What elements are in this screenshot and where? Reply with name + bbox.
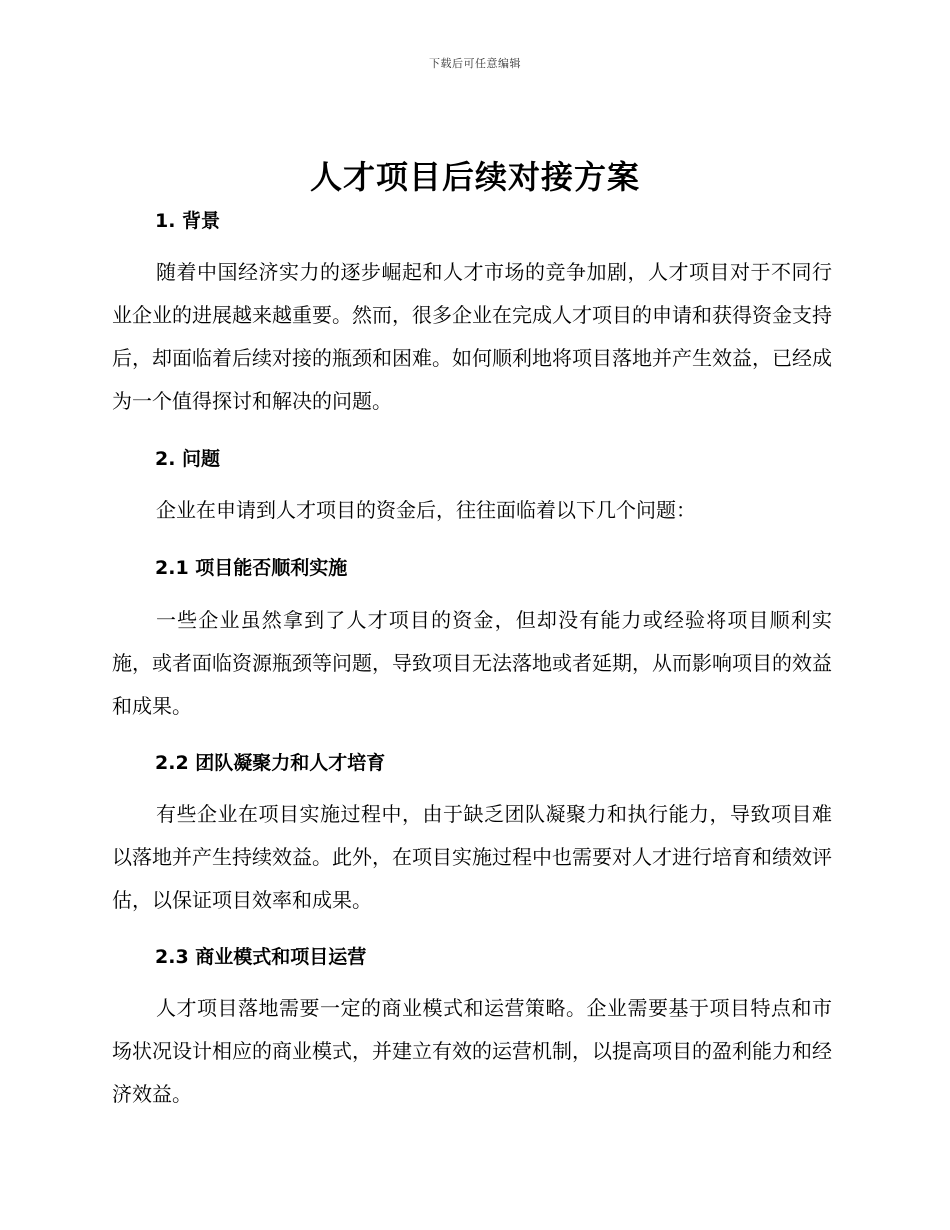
document-title: 人才项目后续对接方案: [309, 158, 640, 196]
section-heading-business: 2.3 商业模式和项目运营: [155, 946, 367, 968]
section-paragraph-implementation: 一些企业虽然拿到了人才项目的资金，但却没有能力或经验将项目顺利实施，或者面临资源瓶颈等问题，导致项目无法落地或者延期，从而影响项目的效益和成果。: [112, 608, 832, 718]
section-heading-problems: 2. 问题: [155, 448, 221, 470]
section-heading-background: 1. 背景: [155, 210, 221, 232]
header-note: 下载后可任意编辑: [429, 57, 521, 70]
section-heading-implementation: 2.1 项目能否顺利实施: [155, 557, 348, 579]
section-paragraph-problems: 企业在申请到人才项目的资金后，往往面临着以下几个问题：: [156, 498, 696, 522]
section-heading-team: 2.2 团队凝聚力和人才培育: [155, 752, 386, 774]
section-paragraph-background: 随着中国经济实力的逐步崛起和人才市场的竞争加剧，人才项目对于不同行业企业的进展越来越重要。然而，很多企业在完成人才项目的申请和获得资金支持后，却面临着后续对接的瓶颈和困难。如何顺利地将项目落地并产生效益，已经成为一个值得探讨和解决的问题。: [112, 260, 832, 413]
section-paragraph-team: 有些企业在项目实施过程中，由于缺乏团队凝聚力和执行能力，导致项目难以落地并产生持续效益。此外，在项目实施过程中也需要对人才进行培育和绩效评估，以保证项目效率和成果。: [112, 802, 832, 912]
section-paragraph-business: 人才项目落地需要一定的商业模式和运营策略。企业需要基于项目特点和市场状况设计相应的商业模式，并建立有效的运营机制，以提高项目的盈利能力和经济效益。: [112, 996, 832, 1106]
